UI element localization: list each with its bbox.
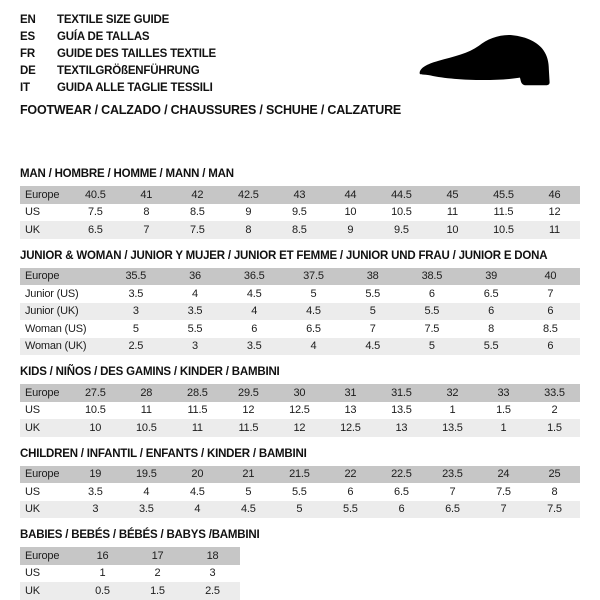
- size-value-cell: 7.5: [496, 485, 511, 498]
- size-value-cell: 27.5: [85, 386, 106, 399]
- size-value-cell: 10.5: [391, 206, 412, 219]
- row-label-cell: Europe: [25, 188, 60, 201]
- size-value-cell: 6: [488, 305, 495, 318]
- size-value-cell: 21: [242, 468, 255, 481]
- language-code: EN: [20, 14, 36, 26]
- size-value-cell: 10.5: [493, 223, 514, 236]
- size-value-cell: 33.5: [544, 386, 565, 399]
- size-value-cell: 17: [151, 549, 164, 562]
- table-row: [20, 338, 580, 356]
- size-table-section: [20, 448, 580, 519]
- size-value-cell: 5.5: [483, 340, 499, 353]
- language-code: FR: [20, 48, 35, 60]
- size-value-cell: 2: [551, 404, 558, 417]
- table-row: [20, 565, 240, 583]
- size-value-cell: 13.5: [442, 421, 463, 434]
- row-label-cell: Europe: [25, 468, 60, 481]
- size-value-cell: 7.5: [424, 322, 440, 335]
- size-value-cell: 3.5: [128, 287, 144, 300]
- size-value-cell: 6: [547, 340, 554, 353]
- size-value-cell: 44.5: [391, 188, 412, 201]
- language-title: GUIDE DES TAILLES TEXTILE: [57, 48, 216, 60]
- size-value-cell: 6.5: [445, 503, 460, 516]
- size-value-cell: 45: [446, 188, 459, 201]
- size-table-title: KIDS / NIÑOS / DES GAMINS / KINDER / BAMBINI: [20, 366, 280, 378]
- size-value-cell: 5: [428, 340, 435, 353]
- shoe-icon: [395, 26, 575, 102]
- size-value-cell: 1: [500, 421, 507, 434]
- row-label-cell: US: [25, 404, 40, 417]
- size-value-cell: 31: [344, 386, 357, 399]
- size-value-cell: 6: [547, 305, 554, 318]
- size-value-cell: 1.5: [150, 584, 165, 597]
- size-value-cell: 11.5: [493, 206, 514, 219]
- size-value-cell: 5: [369, 305, 376, 318]
- size-value-cell: 8.5: [543, 322, 558, 335]
- size-value-cell: 9: [245, 206, 252, 219]
- size-value-cell: 9.5: [394, 223, 409, 236]
- size-value-cell: 5.5: [187, 322, 203, 335]
- row-label-cell: Junior (US): [25, 287, 79, 300]
- size-value-cell: 10: [344, 206, 357, 219]
- size-value-cell: 6: [251, 322, 258, 335]
- language-title: TEXTILE SIZE GUIDE: [57, 14, 170, 26]
- size-value-cell: 10: [89, 421, 102, 434]
- size-value-cell: 11.5: [187, 404, 208, 417]
- table-row: [20, 419, 580, 437]
- size-value-cell: 32: [446, 386, 459, 399]
- size-value-cell: 3: [132, 305, 139, 318]
- size-value-cell: 12: [548, 206, 561, 219]
- size-value-cell: 29.5: [238, 386, 259, 399]
- size-value-cell: 4.5: [365, 340, 381, 353]
- language-title: GUÍA DE TALLAS: [57, 31, 150, 43]
- table-row: [20, 466, 580, 484]
- row-label-cell: US: [25, 485, 40, 498]
- size-value-cell: 8.5: [189, 206, 205, 219]
- size-value-cell: 42: [191, 188, 204, 201]
- table-row: [20, 501, 580, 519]
- size-value-cell: 19: [89, 468, 102, 481]
- size-table-title: BABIES / BEBÉS / BÉBÉS / BABYS /BAMBINI: [20, 529, 260, 541]
- row-label-cell: Woman (US): [25, 322, 87, 335]
- language-title: TEXTILGRÖßENFÜHRUNG: [57, 65, 200, 77]
- size-value-cell: 22: [344, 468, 357, 481]
- size-value-cell: 5: [245, 485, 252, 498]
- size-value-cell: 5.5: [292, 485, 307, 498]
- size-tables: [20, 168, 580, 600]
- size-table-section: [20, 366, 580, 437]
- size-value-cell: 8: [245, 223, 252, 236]
- size-value-cell: 43: [293, 188, 306, 201]
- size-value-cell: 45.5: [493, 188, 514, 201]
- size-table: [20, 384, 580, 437]
- size-value-cell: 9: [347, 223, 354, 236]
- table-row: [20, 285, 580, 303]
- size-value-cell: 36.5: [243, 270, 265, 283]
- size-value-cell: 6.5: [306, 322, 321, 335]
- table-row: [20, 204, 580, 222]
- size-value-cell: 6: [428, 287, 435, 300]
- row-label-cell: Europe: [25, 386, 60, 399]
- size-value-cell: 30: [293, 386, 306, 399]
- size-table-section: [20, 168, 580, 239]
- row-label-cell: UK: [25, 584, 40, 597]
- size-value-cell: 8: [143, 206, 150, 219]
- size-value-cell: 5: [132, 322, 139, 335]
- size-value-cell: 12.5: [289, 404, 310, 417]
- size-value-cell: 1.5: [496, 404, 511, 417]
- size-value-cell: 5.5: [343, 503, 358, 516]
- size-table-title: CHILDREN / INFANTIL / ENFANTS / KINDER / BAMBINI: [20, 447, 307, 460]
- size-value-cell: 4: [251, 305, 258, 318]
- size-value-cell: 12: [293, 421, 306, 434]
- size-value-cell: 7: [500, 503, 507, 516]
- row-label-cell: UK: [25, 421, 40, 434]
- row-label-cell: UK: [25, 503, 40, 516]
- size-value-cell: 7: [449, 485, 456, 498]
- table-row: [20, 582, 240, 600]
- row-label-cell: US: [25, 206, 40, 219]
- size-value-cell: 4: [143, 485, 150, 498]
- size-value-cell: 11.5: [238, 421, 259, 434]
- size-value-cell: 31.5: [391, 386, 412, 399]
- size-table: [20, 186, 580, 239]
- category-title: FOOTWEAR / CALZADO / CHAUSSURES / SCHUHE / CALZATURE: [20, 103, 402, 117]
- size-value-cell: 3: [92, 503, 99, 516]
- size-value-cell: 24: [497, 468, 510, 481]
- size-value-cell: 6.5: [87, 223, 103, 236]
- row-label-cell: UK: [25, 223, 40, 236]
- size-value-cell: 18: [206, 549, 219, 562]
- size-value-cell: 38.5: [421, 270, 443, 283]
- size-value-cell: 36: [189, 270, 201, 283]
- size-table: [20, 547, 240, 600]
- language-title: GUIDA ALLE TAGLIE TESSILI: [57, 82, 213, 94]
- size-value-cell: 16: [96, 549, 109, 562]
- size-value-cell: 42.5: [238, 188, 259, 201]
- size-table-title: MAN / HOMBRE / HOMME / MANN / MAN: [20, 168, 234, 180]
- size-value-cell: 28.5: [187, 386, 208, 399]
- size-value-cell: 4.5: [241, 503, 256, 516]
- size-value-cell: 4: [192, 287, 198, 300]
- size-value-cell: 5: [296, 503, 303, 516]
- size-value-cell: 37.5: [303, 270, 324, 283]
- size-value-cell: 13.5: [391, 404, 412, 417]
- size-value-cell: 35.5: [125, 270, 147, 283]
- size-value-cell: 40.5: [85, 188, 106, 201]
- size-value-cell: 3.5: [246, 340, 262, 353]
- size-value-cell: 11: [140, 404, 152, 417]
- size-value-cell: 6: [347, 485, 354, 498]
- size-value-cell: 44: [344, 188, 357, 201]
- size-value-cell: 40: [544, 270, 557, 283]
- size-value-cell: 7.5: [87, 206, 103, 219]
- size-value-cell: 1: [449, 404, 456, 417]
- size-value-cell: 7: [369, 322, 376, 335]
- size-value-cell: 3.5: [138, 503, 154, 516]
- size-value-cell: 3.5: [187, 305, 203, 318]
- size-value-cell: 8.5: [292, 223, 307, 236]
- table-row: [20, 221, 580, 239]
- size-value-cell: 23.5: [442, 468, 463, 481]
- size-value-cell: 4: [194, 503, 201, 516]
- size-value-cell: 7.5: [189, 223, 205, 236]
- size-value-cell: 38: [366, 270, 379, 283]
- language-code: ES: [20, 31, 35, 43]
- page-header: [20, 12, 580, 118]
- size-value-cell: 19.5: [136, 468, 157, 481]
- size-value-cell: 8: [551, 485, 558, 498]
- size-value-cell: 12.5: [340, 421, 361, 434]
- row-label-cell: Woman (UK): [25, 340, 87, 353]
- size-value-cell: 33: [497, 386, 510, 399]
- size-value-cell: 4.5: [246, 287, 262, 300]
- size-value-cell: 20: [191, 468, 204, 481]
- row-label-cell: Junior (UK): [25, 305, 79, 318]
- size-value-cell: 3: [192, 340, 198, 353]
- table-row: [20, 547, 240, 565]
- size-value-cell: 25: [548, 468, 561, 481]
- size-value-cell: 39: [485, 270, 498, 283]
- size-value-cell: 0.5: [95, 584, 110, 597]
- size-value-cell: 3.5: [87, 485, 103, 498]
- size-value-cell: 2.5: [128, 340, 144, 353]
- size-value-cell: 1.5: [547, 421, 562, 434]
- size-value-cell: 11: [191, 421, 203, 434]
- size-value-cell: 28: [140, 386, 153, 399]
- table-row: [20, 402, 580, 420]
- size-value-cell: 6.5: [394, 485, 409, 498]
- size-value-cell: 2.5: [205, 584, 220, 597]
- size-value-cell: 10: [446, 223, 459, 236]
- size-value-cell: 1: [99, 567, 106, 580]
- size-value-cell: 4.5: [306, 305, 321, 318]
- size-value-cell: 11: [446, 206, 458, 219]
- size-value-cell: 5.5: [365, 287, 381, 300]
- size-table-title: JUNIOR & WOMAN / JUNIOR Y MUJER / JUNIOR ET FEMME / JUNIOR UND FRAU / JUNIOR E DONA: [20, 249, 548, 262]
- table-row: [20, 186, 580, 204]
- language-code: IT: [20, 82, 30, 94]
- size-value-cell: 41: [140, 188, 153, 201]
- size-value-cell: 7: [547, 287, 554, 300]
- size-value-cell: 2: [154, 567, 161, 580]
- size-value-cell: 6: [398, 503, 405, 516]
- size-table-section: [20, 250, 580, 356]
- row-label-cell: Europe: [25, 270, 60, 283]
- size-value-cell: 3: [209, 567, 216, 580]
- row-label-cell: Europe: [25, 549, 60, 562]
- size-value-cell: 11: [548, 223, 560, 236]
- size-value-cell: 6.5: [483, 287, 499, 300]
- size-value-cell: 7.5: [547, 503, 562, 516]
- table-row: [20, 320, 580, 338]
- table-row: [20, 483, 580, 501]
- size-value-cell: 12: [242, 404, 255, 417]
- table-row: [20, 268, 580, 286]
- size-value-cell: 4.5: [189, 485, 205, 498]
- size-value-cell: 21.5: [289, 468, 310, 481]
- table-row: [20, 384, 580, 402]
- size-value-cell: 4: [310, 340, 317, 353]
- size-value-cell: 22.5: [391, 468, 412, 481]
- size-table-section: [20, 529, 580, 600]
- size-value-cell: 13: [344, 404, 357, 417]
- size-value-cell: 10.5: [85, 404, 106, 417]
- size-value-cell: 8: [488, 322, 495, 335]
- size-value-cell: 46: [548, 188, 561, 201]
- size-value-cell: 5: [310, 287, 317, 300]
- size-table: [20, 268, 580, 356]
- size-value-cell: 10.5: [136, 421, 157, 434]
- table-row: [20, 303, 580, 321]
- size-value-cell: 13: [395, 421, 408, 434]
- row-label-cell: US: [25, 567, 40, 580]
- language-code: DE: [20, 65, 36, 77]
- size-value-cell: 7: [143, 223, 150, 236]
- size-value-cell: 9.5: [292, 206, 307, 219]
- size-table: [20, 466, 580, 519]
- size-value-cell: 5.5: [424, 305, 440, 318]
